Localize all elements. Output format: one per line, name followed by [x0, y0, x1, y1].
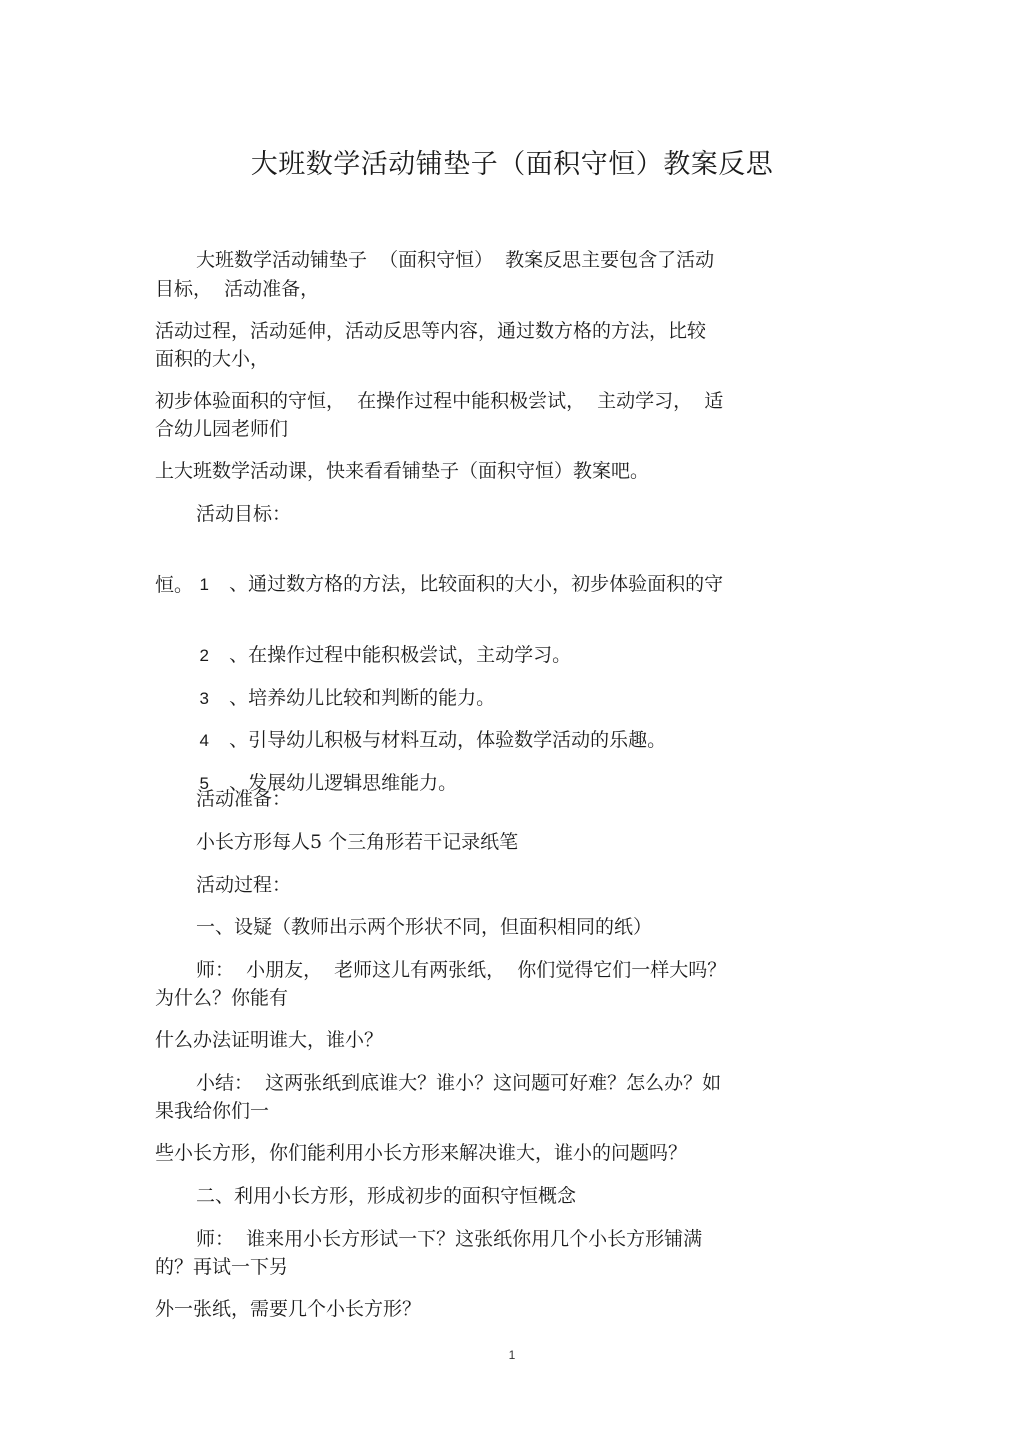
goal-text: 、培养幼儿比较和判断的能力。	[229, 687, 496, 709]
page-number: 1	[508, 1348, 516, 1362]
goal-text: 、发展幼儿逻辑思维能力。	[229, 772, 458, 794]
intro-line: 大班数学活动铺垫子 （面积守恒） 教案反思主要包含了活动	[196, 249, 715, 271]
process-line: 果我给你们一	[155, 1100, 270, 1122]
goal-text: 、引导幼儿积极与材料互动，体验数学活动的乐趣。	[229, 729, 667, 751]
goal-text: 、在操作过程中能积极尝试，主动学习。	[229, 644, 572, 666]
goal-text: 、通过数方格的方法，比较面积的大小，初步体验面积的守	[229, 573, 724, 595]
page-title: 大班数学活动铺垫子（面积守恒）教案反思	[250, 149, 774, 180]
intro-line: 目标， 活动准备，	[155, 278, 320, 300]
process-line: 什么办法证明谁大，谁小？	[155, 1029, 384, 1051]
goal-number: 3	[199, 689, 209, 708]
process-line: 师： 小朋友， 老师这儿有两张纸， 你们觉得它们一样大吗？	[196, 959, 727, 981]
section-heading: 二、利用小长方形，形成初步的面积守恒概念	[196, 1185, 577, 1207]
process-line: 小结： 这两张纸到底谁大？谁小？这问题可好难？怎么办？如	[196, 1072, 722, 1094]
process-line: 外一张纸，需要几个小长方形？	[155, 1298, 422, 1320]
intro-line: 面积的大小，	[155, 348, 270, 370]
prep-text: 小长方形每人5 个三角形若干记录纸笔	[196, 831, 519, 853]
process-heading: 活动过程：	[196, 874, 292, 896]
process-line: 为什么？你能有	[155, 987, 289, 1009]
process-line: 些小长方形，你们能利用小长方形来解决谁大，谁小的问题吗？	[155, 1142, 688, 1164]
intro-line: 合幼儿园老师们	[155, 418, 289, 440]
goal-number: 4	[199, 731, 209, 750]
process-line: 师： 谁来用小长方形试一下？这张纸你用几个小长方形铺满	[196, 1228, 703, 1250]
intro-line: 活动过程，活动延伸，活动反思等内容，通过数方格的方法，比较	[155, 320, 707, 342]
section-heading: 一、设疑（教师出示两个形状不同，但面积相同的纸）	[196, 916, 653, 938]
prep-heading: 活动准备：	[196, 788, 292, 810]
intro-line: 初步体验面积的守恒， 在操作过程中能积极尝试， 主动学习， 适	[155, 390, 724, 412]
goal-number: 1	[199, 575, 209, 594]
intro-line: 上大班数学活动课，快来看看铺垫子（面积守恒）教案吧。	[155, 460, 650, 482]
goal-number: 5	[199, 774, 209, 793]
goals-heading: 活动目标：	[196, 503, 292, 525]
process-line: 的？再试一下另	[155, 1256, 289, 1278]
goal-number: 2	[199, 646, 209, 665]
goal-continuation: 恒。	[155, 574, 194, 596]
